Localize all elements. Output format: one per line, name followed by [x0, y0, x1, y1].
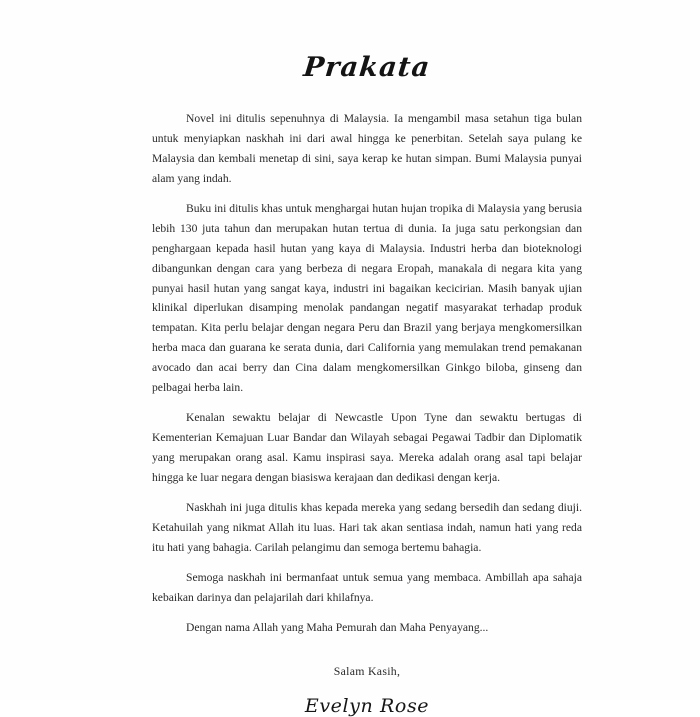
document-body: [152, 109, 582, 638]
closing-block: [152, 664, 582, 717]
salutation: Salam Kasih,: [333, 663, 401, 678]
paragraph: Dengan nama Allah yang Maha Pemurah dan Maha Penyayang...: [186, 620, 489, 634]
signature: Evelyn Rose: [304, 694, 430, 717]
page-title: Prakata: [302, 52, 432, 83]
paragraph: Buku ini ditulis khas untuk menghargai hutan hujan tropika di Malaysia yang berusia lebih 130 juta tahun dan merupakan hutan tertua di dunia. Ia juga satu perkongsian dan penghargaan kepada hasil hutan yang kaya di Malaysia. Industri herba dan bioteknologi dibangunkan dengan cara yang berbeza di negara Eropah, manakala di negara kita yang punyai hasil hutan yang sangat kaya, industri ini bagaikan kecicirian. Masih banyak ujian klinikal diperlukan disamping menolak pandangan negatif masyarakat terhadap produk tempatan. Kita perlu belajar dengan negara Peru dan Brazil yang berjaya mengkomersilkan herba maca dan guarana ke serata dunia, dari California yang memulakan trend pemakanan avocado dan acai berry dan Cina dalam mengkomersilkan Ginkgo biloba, ginseng dan pelbagai herba lain.: [152, 201, 582, 395]
paragraph: Novel ini ditulis sepenuhnya di Malaysia. Ia mengambil masa setahun tiga bulan untuk menyiapkan naskhah ini dari awal hingga ke penerbitan. Setelah saya pulang ke Malaysia dan kembali menetap di sini, saya kerap ke hutan simpan. Bumi Malaysia punyai alam yang indah.: [152, 112, 582, 185]
paragraph: Kenalan sewaktu belajar di Newcastle Upon Tyne dan sewaktu bertugas di Kementerian Kemajuan Luar Bandar dan Wilayah sebagai Pegawai Tadbir dan Diplomatik yang merupakan orang asal. Kamu inspirasi saya. Mereka adalah orang asal tapi belajar hingga ke luar negara dengan biasiswa kerajaan dan dedikasi dengan kerja.: [152, 411, 582, 484]
paragraph: Semoga naskhah ini bermanfaat untuk semua yang membaca. Ambillah apa sahaja kebaikan darinya dan pelajarilah dari khilafnya.: [152, 570, 582, 604]
paragraph: Naskhah ini juga ditulis khas kepada mereka yang sedang bersedih dan sedang diuji. Ketahuilah yang nikmat Allah itu luas. Hari tak akan sentiasa indah, namun hati yang reda itu hati yang bahagia. Carilah pelangimu dan semoga bertemu bahagia.: [152, 500, 582, 554]
